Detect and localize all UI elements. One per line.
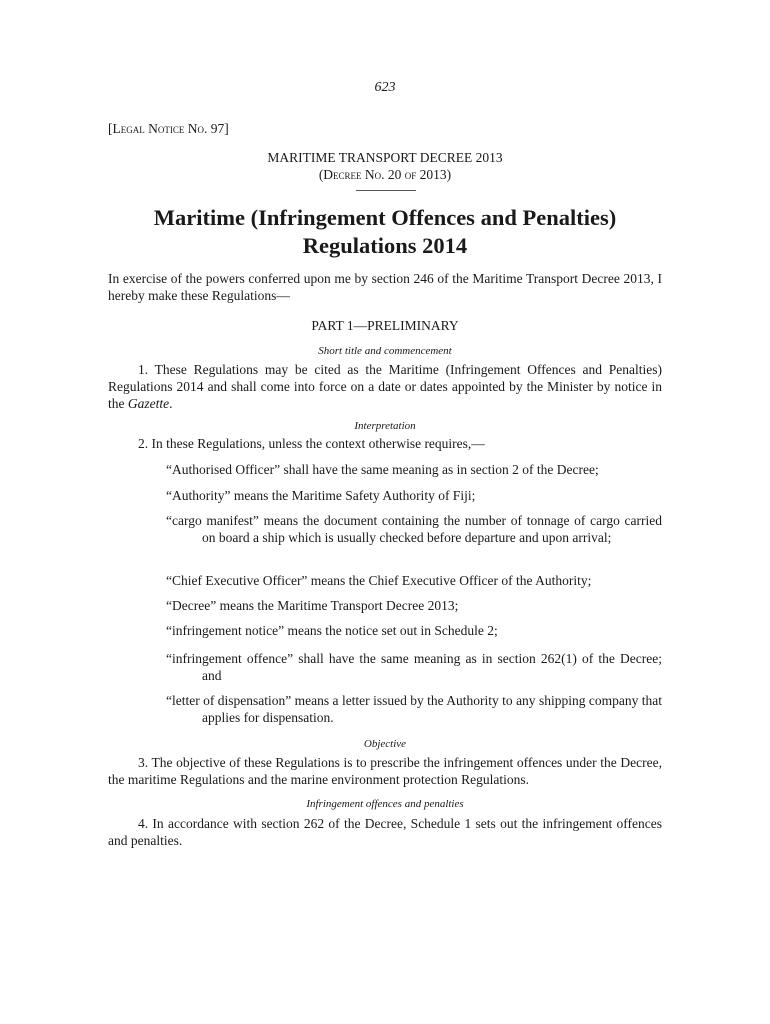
legal-notice: [Legal Notice No. 97] (108, 121, 229, 136)
decree-title: MARITIME TRANSPORT DECREE 2013 (267, 150, 503, 165)
section-3-heading: Objective (363, 738, 407, 750)
section-1-text-end: . (169, 396, 173, 411)
definition-item: “letter of dispensation” means a letter issued by the Authority to any shipping company that applies for dispensation. (166, 693, 662, 725)
regulations-title (0, 204, 770, 260)
divider-rule (356, 190, 416, 191)
section-3-text: 3. The objective of these Regulations is to prescribe the infringement offences under the Decree, the maritime Regulations and the marine environment protection Regulations. (108, 755, 662, 787)
definition-item: “infringement notice” means the notice set out in Schedule 2; (166, 623, 498, 638)
section-2-text: 2. In these Regulations, unless the context otherwise requires,— (138, 436, 485, 451)
section-1-text-main: 1. These Regulations may be cited as the Maritime (Infringement Offences and Penalties) Regulations 2014 and shall come into force on a date or dates appointed by the Minister by notice in the (108, 362, 662, 411)
definition-item: “infringement offence” shall have the same meaning as in section 262(1) of the Decree; and (166, 651, 662, 683)
gazette-reference: Gazette (127, 396, 170, 411)
section-4-text: 4. In accordance with section 262 of the Decree, Schedule 1 sets out the infringement offences and penalties. (108, 816, 662, 848)
page-number: 623 (374, 80, 396, 95)
definition-item: “Authorised Officer” shall have the same meaning as in section 2 of the Decree; (166, 462, 599, 477)
decree-number: (Decree No. 20 of 2013) (318, 167, 452, 182)
definition-item: “Authority” means the Maritime Safety Authority of Fiji; (166, 488, 476, 503)
section-1-heading: Short title and commencement (318, 345, 452, 357)
section-2-heading: Interpretation (354, 420, 416, 432)
enacting-clause: In exercise of the powers conferred upon me by section 246 of the Maritime Transport Decree 2013, I hereby make these Regulations— (108, 271, 662, 303)
definition-item: “Decree” means the Maritime Transport Decree 2013; (166, 598, 459, 613)
definition-item: “Chief Executive Officer” means the Chief Executive Officer of the Authority; (166, 573, 592, 588)
section-4-heading: Infringement offences and penalties (306, 798, 464, 810)
part-heading: PART 1—PRELIMINARY (311, 318, 459, 333)
title-line-1: Maritime (Infringement Offences and Penalties) (153, 205, 617, 230)
section-1-text (108, 361, 662, 412)
definition-item: “cargo manifest” means the document containing the number of tonnage of cargo carried on board a ship which is usually checked before departure and upon arrival; (166, 513, 662, 545)
title-line-2: Regulations 2014 (302, 233, 468, 258)
